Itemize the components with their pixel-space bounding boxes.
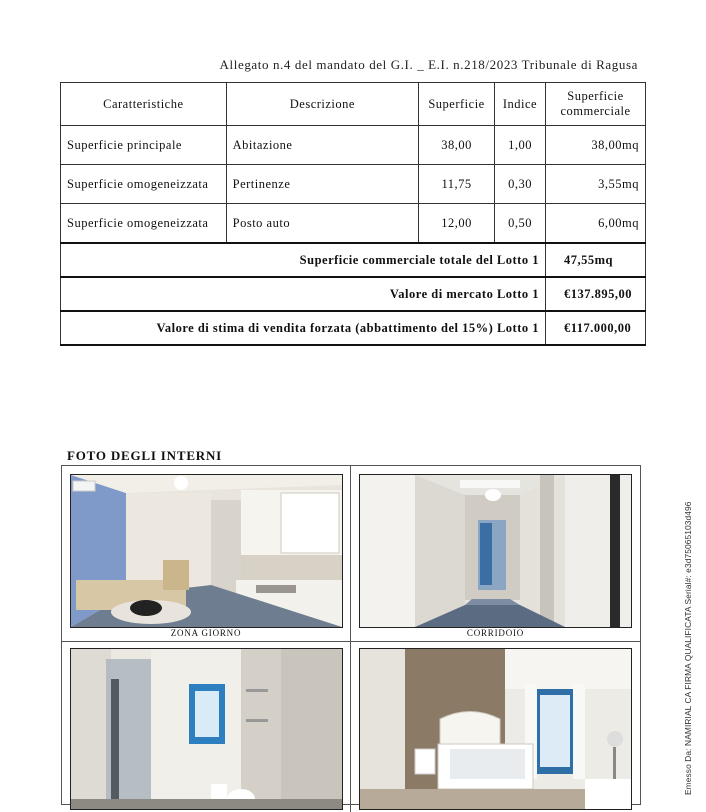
living-room-image	[71, 475, 342, 627]
photo-camera	[359, 648, 632, 810]
photos-section-title: FOTO DEGLI INTERNI	[67, 448, 223, 463]
photo-zona-giorno	[70, 474, 343, 628]
cell-caratteristiche: Superficie omogeneizzata	[61, 204, 227, 244]
cell-commerciale: 6,00mq	[545, 204, 645, 244]
cell-caratteristiche: Superficie omogeneizzata	[61, 165, 227, 204]
total-row	[61, 311, 646, 345]
bedroom-image	[360, 649, 631, 809]
surface-table	[60, 82, 646, 346]
cell-indice: 0,50	[495, 204, 546, 244]
header-descrizione: Descrizione	[226, 83, 418, 126]
cell-indice: 1,00	[495, 126, 546, 165]
total-value: €137.895,00	[545, 277, 645, 311]
cell-superficie: 11,75	[419, 165, 495, 204]
total-row	[61, 243, 646, 277]
cell-descrizione: Posto auto	[226, 204, 418, 244]
photo-corridoio	[359, 474, 632, 628]
total-row	[61, 277, 646, 311]
total-value: €117.000,00	[545, 311, 645, 345]
digital-signature-stamp: Emesso Da: NAMIRIAL CA FIRMA QUALIFICATA Serial#: e3d75065103d496	[683, 501, 693, 795]
bathroom-image	[71, 649, 342, 809]
cell-commerciale: 3,55mq	[545, 165, 645, 204]
cell-descrizione: Abitazione	[226, 126, 418, 165]
photo-cell-corridoio	[351, 466, 640, 642]
photo-cell-camera	[351, 642, 640, 812]
header-superficie-commerciale-line1: Superficie	[567, 89, 624, 103]
cell-commerciale: 38,00mq	[545, 126, 645, 165]
total-value: 47,55mq	[545, 243, 645, 277]
photo-grid	[61, 465, 641, 805]
header-superficie-commerciale	[545, 83, 645, 126]
photo-caption: ZONA GIORNO	[170, 628, 242, 638]
cell-caratteristiche: Superficie principale	[61, 126, 227, 165]
total-label: Valore di stima di vendita forzata (abbattimento del 15%) Lotto 1	[61, 311, 546, 345]
table-row	[61, 204, 646, 244]
photo-caption: CORRIDOIO	[466, 628, 525, 638]
photo-cell-bagno	[62, 642, 351, 812]
header-superficie-commerciale-line2: commerciale	[560, 104, 631, 118]
header-caratteristiche: Caratteristiche	[61, 83, 227, 126]
cell-indice: 0,30	[495, 165, 546, 204]
table-header-row	[61, 83, 646, 126]
photo-cell-zona-giorno	[62, 466, 351, 642]
document-header: Allegato n.4 del mandato del G.I. _ E.I. n.218/2023 Tribunale di Ragusa	[219, 57, 638, 72]
total-label: Valore di mercato Lotto 1	[61, 277, 546, 311]
corridor-image	[360, 475, 631, 627]
total-label: Superficie commerciale totale del Lotto 1	[61, 243, 546, 277]
table-row	[61, 165, 646, 204]
header-superficie: Superficie	[419, 83, 495, 126]
cell-descrizione: Pertinenze	[226, 165, 418, 204]
table-row	[61, 126, 646, 165]
header-indice: Indice	[495, 83, 546, 126]
cell-superficie: 12,00	[419, 204, 495, 244]
cell-superficie: 38,00	[419, 126, 495, 165]
photo-bagno	[70, 648, 343, 810]
